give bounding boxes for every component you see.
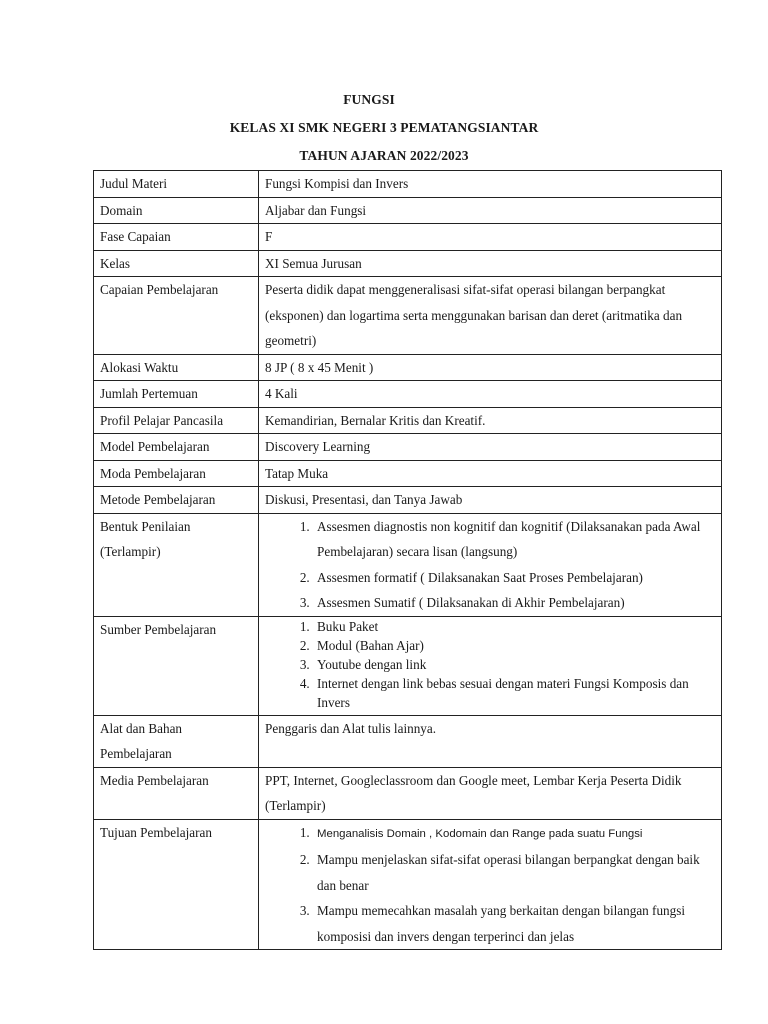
- row-label: Judul Materi: [94, 171, 259, 198]
- source-list: [265, 617, 715, 715]
- list-item: 3. Youtube dengan link: [313, 655, 715, 674]
- row-value: [259, 819, 722, 950]
- list-item: 2. Mampu menjelaskan sifat-sifat operasi bilangan berpangkat dengan baik dan benar: [313, 847, 715, 898]
- table-row: [94, 487, 722, 514]
- objective-list: [265, 820, 715, 950]
- row-label: Moda Pembelajaran: [94, 460, 259, 487]
- row-value: Peserta didik dapat menggeneralisasi sifat-sifat operasi bilangan berpangkat (eksponen) dan logartima serta menggunakan barisan dan deret (aritmatika dan geometri): [259, 277, 722, 355]
- doc-subtitle-class: KELAS XI SMK NEGERI 3 PEMATANGSIANTAR: [229, 120, 539, 135]
- row-label: Model Pembelajaran: [94, 434, 259, 461]
- row-label: Alokasi Waktu: [94, 354, 259, 381]
- row-value: Fungsi Kompisi dan Invers: [259, 171, 722, 198]
- row-value: Tatap Muka: [259, 460, 722, 487]
- row-label: Media Pembelajaran: [94, 767, 259, 819]
- row-label: Jumlah Pertemuan: [94, 381, 259, 408]
- table-row: [94, 224, 722, 251]
- table-row: [94, 819, 722, 950]
- row-value: Penggaris dan Alat tulis lainnya.: [259, 715, 722, 767]
- document-header: [0, 86, 768, 170]
- row-value: PPT, Internet, Googleclassroom dan Google meet, Lembar Kerja Peserta Didik (Terlampir): [259, 767, 722, 819]
- table-row: [94, 767, 722, 819]
- row-label: Profil Pelajar Pancasila: [94, 407, 259, 434]
- row-value: Discovery Learning: [259, 434, 722, 461]
- row-value: F: [259, 224, 722, 251]
- list-item: 4. Internet dengan link bebas sesuai dengan materi Fungsi Komposis dan Invers: [313, 674, 715, 712]
- row-label: Fase Capaian: [94, 224, 259, 251]
- doc-title: FUNGSI: [343, 92, 395, 107]
- table-row: [94, 434, 722, 461]
- table-row: [94, 715, 722, 767]
- row-value: [259, 513, 722, 616]
- row-label: Kelas: [94, 250, 259, 277]
- table-row: [94, 354, 722, 381]
- table-row: [94, 381, 722, 408]
- row-label: Metode Pembelajaran: [94, 487, 259, 514]
- row-value: XI Semua Jurusan: [259, 250, 722, 277]
- table-row: [94, 197, 722, 224]
- row-value: Diskusi, Presentasi, dan Tanya Jawab: [259, 487, 722, 514]
- list-item: 1. Buku Paket: [313, 617, 715, 636]
- row-value: Kemandirian, Bernalar Kritis dan Kreatif.: [259, 407, 722, 434]
- row-label: Sumber Pembelajaran: [94, 616, 259, 715]
- list-item: 1. Assesmen diagnostis non kognitif dan kognitif (Dilaksanakan pada Awal Pembelajaran) secara lisan (langsung): [313, 514, 715, 565]
- row-label: Capaian Pembelajaran: [94, 277, 259, 355]
- table-row: [94, 277, 722, 355]
- table-row: [94, 460, 722, 487]
- list-item: 2. Modul (Bahan Ajar): [313, 636, 715, 655]
- row-value: 4 Kali: [259, 381, 722, 408]
- row-label: Bentuk Penilaian (Terlampir): [94, 513, 259, 616]
- row-label: Alat dan Bahan Pembelajaran: [94, 715, 259, 767]
- list-item: [313, 820, 715, 848]
- lesson-plan-table: [93, 170, 722, 950]
- table-row: [94, 171, 722, 198]
- row-value: [259, 616, 722, 715]
- row-value: 8 JP ( 8 x 45 Menit ): [259, 354, 722, 381]
- list-item: 3. Mampu memecahkan masalah yang berkaitan dengan bilangan fungsi komposisi dan invers dengan terperinci dan jelas: [313, 898, 715, 949]
- doc-subtitle-year: TAHUN AJARAN 2022/2023: [299, 148, 469, 163]
- row-label: Domain: [94, 197, 259, 224]
- assessment-list: [265, 514, 715, 616]
- table-row: [94, 513, 722, 616]
- table-row: [94, 407, 722, 434]
- row-value: Aljabar dan Fungsi: [259, 197, 722, 224]
- list-item: 2. Assesmen formatif ( Dilaksanakan Saat Proses Pembelajaran): [313, 565, 715, 591]
- objective-text: Menganalisis Domain , Kodomain dan Range pada suatu Fungsi: [317, 827, 643, 840]
- list-item: 3. Assesmen Sumatif ( Dilaksanakan di Akhir Pembelajaran): [313, 590, 715, 616]
- table-row: [94, 250, 722, 277]
- table-row: [94, 616, 722, 715]
- row-label: Tujuan Pembelajaran: [94, 819, 259, 950]
